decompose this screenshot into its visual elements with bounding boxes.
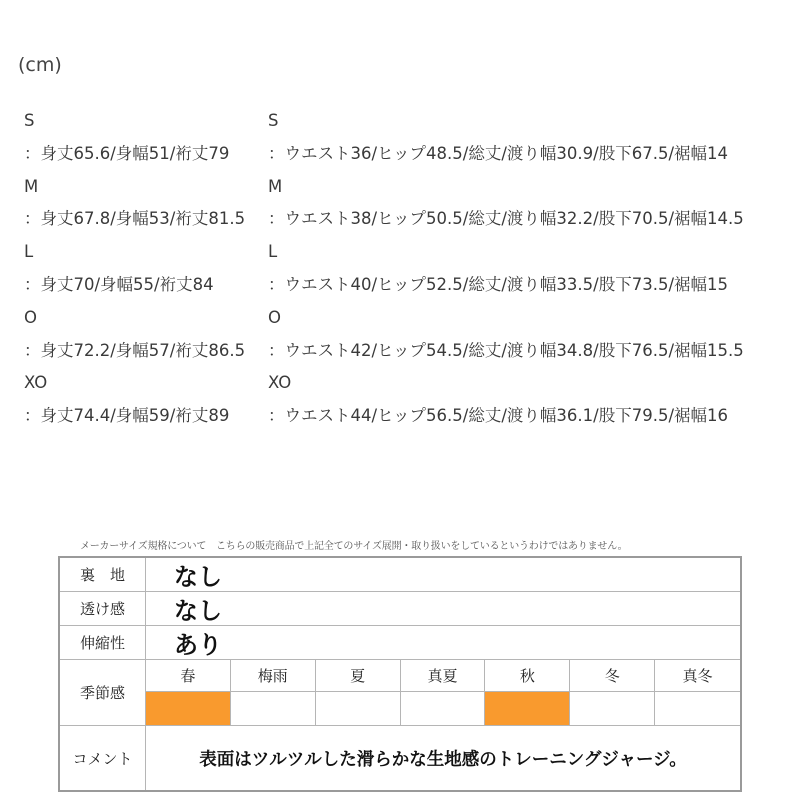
size-name: XO [24,373,48,393]
lining-value: なし [146,558,740,592]
comment-text: 表面はツルツルした滑らかな生地感のトレーニングジャージ。 [199,749,687,770]
season-header: 冬 [570,660,655,692]
size-measurements: ：身丈74.4/身幅59/裄丈89 [24,406,230,426]
tops-size-list [24,105,245,433]
bottoms-size-list [268,105,744,433]
season-indicator [316,692,401,726]
season-header: 秋 [485,660,570,692]
size-name: M [24,176,39,196]
size-measurements: ：ウエスト40/ヒップ52.5/総丈/渡り幅33.5/股下73.5/裾幅15 [268,274,729,294]
lining-label: 裏 地 [60,558,146,592]
season-indicator [655,692,740,726]
size-measurements: ：ウエスト38/ヒップ50.5/総丈/渡り幅32.2/股下70.5/裾幅14.5 [268,209,744,229]
size-measurements: ：身丈65.6/身幅51/裄丈79 [24,143,230,163]
season-indicator [570,692,655,726]
stretch-value: あり [146,626,740,660]
size-name: O [24,307,37,327]
season-header: 夏 [316,660,401,692]
season-indicator-active [146,692,231,726]
sheer-label: 透け感 [60,592,146,626]
size-name: O [268,307,281,327]
season-indicator-active [485,692,570,726]
comment-label: コメント [60,726,146,790]
sheer-value: なし [146,592,740,626]
size-measurements: ：ウエスト44/ヒップ56.5/総丈/渡り幅36.1/股下79.5/裾幅16 [268,406,729,426]
stretch-label: 伸縮性 [60,626,146,660]
size-note: メーカーサイズ規格について こちらの販売商品で上記全てのサイズ展開・取り扱いをしているというわけではありません。 [80,541,628,552]
season-header: 梅雨 [231,660,316,692]
size-name: XO [268,373,292,393]
size-measurements: ：身丈70/身幅55/裄丈84 [24,274,214,294]
season-label: 季節感 [60,660,146,726]
season-header: 真夏 [401,660,486,692]
season-indicator [231,692,316,726]
size-measurements: ：身丈72.2/身幅57/裄丈86.5 [24,340,246,360]
size-measurements: ：ウエスト42/ヒップ54.5/総丈/渡り幅34.8/股下76.5/裾幅15.5 [268,340,744,360]
season-indicator [401,692,486,726]
unit-label: (cm) [18,54,62,76]
season-header: 春 [146,660,231,692]
size-measurements: ：ウエスト36/ヒップ48.5/総丈/渡り幅30.9/股下67.5/裾幅14 [268,143,729,163]
product-spec-table [58,556,742,792]
size-name: L [268,242,278,262]
size-name: S [24,111,35,130]
size-name: M [268,176,283,196]
season-header: 真冬 [655,660,740,692]
size-name: S [268,111,279,130]
size-measurements: ：身丈67.8/身幅53/裄丈81.5 [24,209,246,229]
size-name: L [24,242,34,262]
